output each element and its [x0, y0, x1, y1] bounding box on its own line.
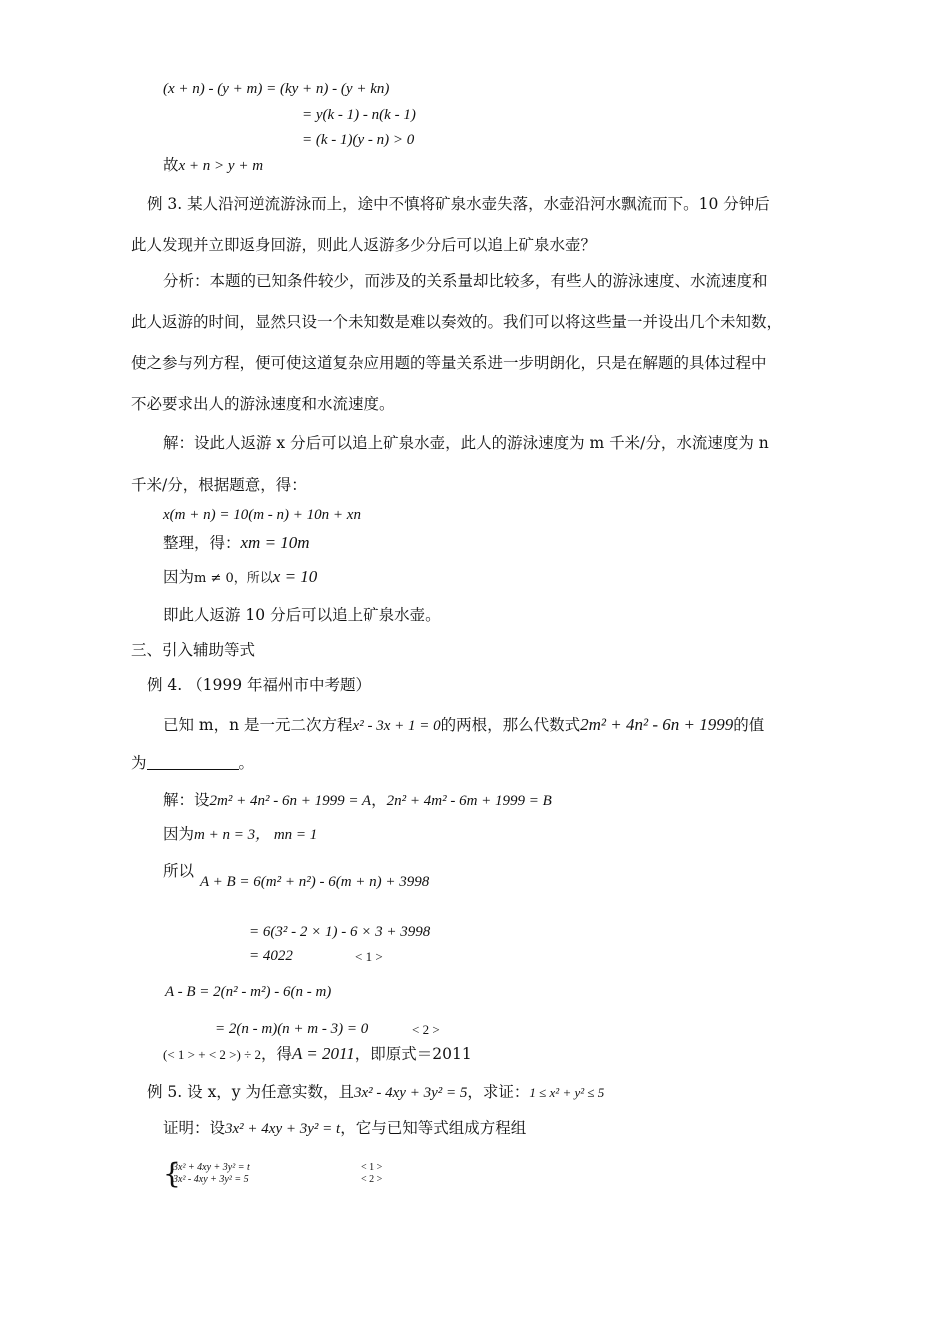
solution-3-conclusion: 即此人返游 10 分后可以追上矿泉水壶。	[163, 606, 441, 624]
system-row-1	[173, 1162, 383, 1174]
sol4-because-math: m + n = 3， mn = 1	[194, 827, 318, 843]
equation-tag-1: < 1 >	[355, 949, 383, 964]
ex4-text-end: 。	[238, 754, 255, 772]
solution-4-sum-step-2: = 6(3² - 2 × 1) - 6 × 3 + 3998	[249, 924, 431, 940]
solution-3-line-1: 解：设此人返游 x 分后可以追上矿泉水壶，此人的游泳速度为 m 千米/分，水流速度为 n	[163, 434, 769, 452]
proof5-equation: 3x² + 4xy + 3y² = t	[225, 1121, 341, 1137]
analysis-line-1: 分析：本题的已知条件较少，而涉及的关系量却比较多，有些人的游泳速度、水流速度和	[163, 272, 768, 290]
system-equation-2: 3x² - 4xy + 3y² = 5	[173, 1174, 249, 1185]
solution-4-difference-step-2: = 2(n - m)(n + m - 3) = 0	[215, 1021, 369, 1037]
analysis-line-4: 不必要求出人的游泳速度和水流速度。	[131, 395, 395, 413]
system-tag-2: < 2 >	[361, 1174, 383, 1185]
solution-4-because	[163, 823, 317, 846]
section-3-heading: 三、引入辅助等式	[131, 641, 256, 659]
ex5-goal: 1 ≤ x² + y² ≤ 5	[529, 1085, 605, 1100]
example-3-line-2: 此人发现并立即返身回游，则此人返游多少分后可以追上矿泉水壶？	[131, 236, 597, 254]
solution-4-so-prefix: 所以	[163, 862, 195, 880]
solution-4-sum-step-3: = 4022	[249, 948, 293, 964]
system-tag-1: < 1 >	[361, 1162, 383, 1173]
solution-3-equation: x(m + n) = 10(m - n) + 10n + xn	[163, 507, 361, 523]
sol4-separator: ，	[371, 791, 387, 809]
ex4-text-c: 的值	[733, 716, 765, 734]
solution-3-because	[163, 566, 317, 590]
conclusion-math: x + n > y + m	[178, 158, 264, 174]
analysis-line-2: 此人返游的时间，显然只设一个未知数是难以奏效的。我们可以将这些量一并设出几个未知数，	[131, 313, 783, 331]
example-4-answer-line	[131, 752, 254, 774]
ex4-text-d: 为	[131, 754, 147, 772]
ex4-equation: x² - 3x + 1 = 0	[352, 718, 441, 734]
left-brace: {	[163, 1157, 181, 1190]
solution-4-define	[163, 789, 552, 812]
analysis-line-3: 使之参与列方程，便可使这道复杂应用题的等量关系进一步明朗化，只是在解题的具体过程中	[131, 354, 767, 372]
proof5-prefix: 证明：设	[163, 1119, 226, 1137]
final-combination: (< 1 > + < 2 >) ÷ 2	[163, 1047, 261, 1062]
solution-3-tidy	[163, 532, 310, 554]
ex4-text-b: 的两根，那么代数式	[440, 716, 581, 734]
sol4-because-prefix: 因为	[163, 825, 195, 843]
ex5-prefix: 例 5. 设 x，y 为任意实数，且	[147, 1083, 354, 1101]
ex4-text-a: 已知 m，n 是一元二次方程	[163, 716, 353, 734]
solution-4-final	[163, 1043, 472, 1066]
answer-blank	[147, 755, 239, 770]
proof-5-line	[163, 1117, 526, 1140]
conclusion-prefix: 故	[163, 156, 179, 174]
equation-tag-2: < 2 >	[412, 1022, 440, 1037]
final-text-c: ，即原式＝2011	[354, 1045, 472, 1063]
ex5-condition: 3x² - 4xy + 3y² = 5	[354, 1085, 468, 1101]
final-text-b: ，得	[260, 1045, 292, 1063]
solution-3-line-2: 千米/分，根据题意，得：	[131, 476, 307, 494]
because-math: x = 10	[272, 567, 318, 586]
final-math: A = 2011	[291, 1044, 355, 1063]
tidy-prefix: 整理，得：	[163, 534, 241, 552]
system-equation-1: 3x² + 4xy + 3y² = t	[173, 1162, 250, 1173]
tidy-math: xm = 10m	[240, 533, 310, 552]
example-4-question	[163, 714, 764, 737]
ex4-expression: 2m² + 4n² - 6n + 1999	[580, 715, 734, 734]
solution-4-sum: A + B = 6(m² + n²) - 6(m + n) + 3998	[200, 874, 430, 890]
sol4-def-A: 2m² + 4n² - 6n + 1999 = A	[209, 793, 372, 809]
derivation-line-3: = (k - 1)(y - n) > 0	[302, 132, 415, 148]
because-condition: m ≠ 0，所以	[194, 571, 273, 586]
system-row-2	[173, 1174, 383, 1186]
example-3-line-1: 例 3. 某人沿河逆流游泳而上，途中不慎将矿泉水壶失落，水壶沿河水飘流而下。10 分钟后	[147, 195, 770, 213]
proof5-suffix: ，它与已知等式组成方程组	[340, 1119, 527, 1137]
example-4-title: 例 4. （1999 年福州市中考题）	[147, 676, 372, 694]
sol4-prefix: 解：设	[163, 791, 210, 809]
ex5-mid: ，求证：	[467, 1083, 530, 1101]
derivation-line-1: (x + n) - (y + m) = (ky + n) - (y + kn)	[163, 81, 390, 97]
solution-4-difference: A - B = 2(n² - m²) - 6(n - m)	[165, 984, 332, 1000]
derivation-line-2: = y(k - 1) - n(k - 1)	[302, 107, 416, 123]
example-5-statement	[147, 1081, 604, 1104]
sol4-def-B: 2n² + 4m² - 6m + 1999 = B	[386, 793, 552, 809]
because-prefix: 因为	[163, 568, 195, 586]
derivation-conclusion	[163, 154, 263, 177]
